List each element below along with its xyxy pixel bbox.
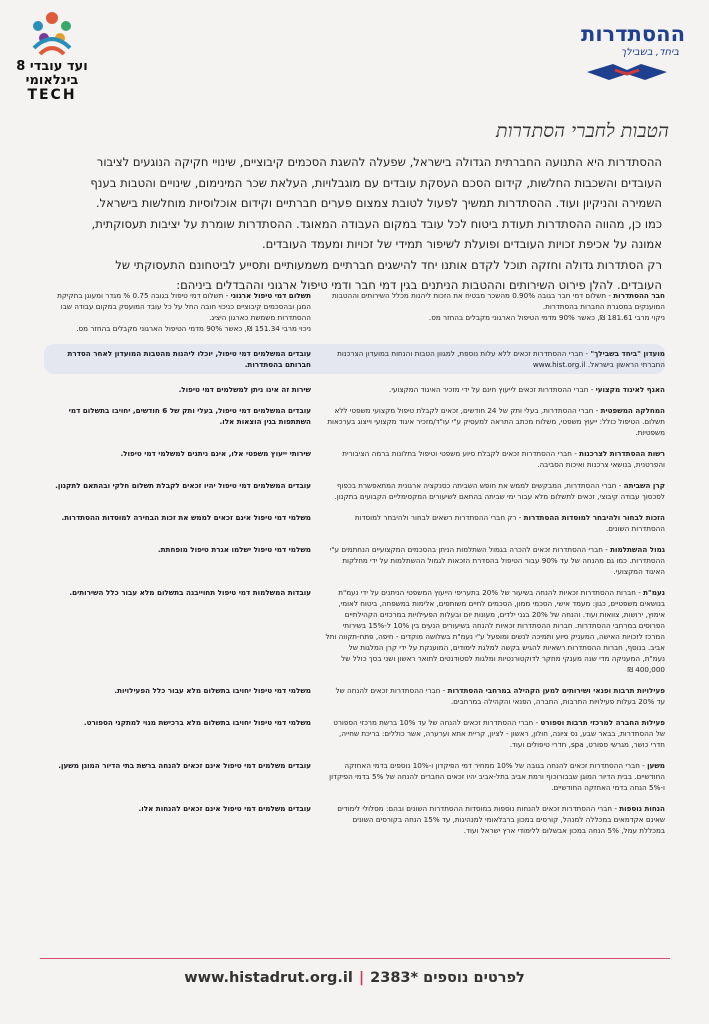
member-benefit-heading: מועדון "ביחד בשבילך" (590, 349, 665, 358)
intro-line: השמירה והניקיון ועוד. ההסתדרות תמשיך לפעול לטובת צמצום פערים חברתיים וקידום אוכלוסיות מוחלשות בישראל. (95, 196, 662, 210)
intro-line: העובדים. להלן פירוט השירותים וההטבות הניתנים בגין דמי חבר ודמי טיפול ארגוני וההבדלים ביניהם: (176, 278, 662, 292)
benefit-row (44, 405, 665, 438)
fee-payer-cell (44, 384, 325, 395)
intro-paragraph (44, 152, 662, 296)
people-figures-icon (14, 8, 90, 60)
fee-payer-heading: עובדים המשלמים דמי טיפול, יוכלו ליהנות מהטבות המועדון לאחר הסדרת חברותם בהסתדרות. (67, 349, 311, 369)
member-benefit-heading: נעמ"ת (643, 588, 665, 597)
benefit-row (44, 384, 665, 395)
member-benefit-heading: הזכות לבחור ולהיבחר למוסדות ההסתדרות (523, 513, 665, 522)
member-benefit-cell (325, 384, 665, 395)
member-benefit-text: - חברי ההסתדרות זכאים להנחה של עד 20% בעלות פעילויות התרבות, החברה, הפנאי והקהילה במרחבים. (335, 686, 665, 706)
intro-line: ההסתדרות היא התנועה החברתית הגדולה בישראל, שפעלה להשגת הסכמים קיבוציים, שינויי חקיקה הנוגעים לציבור (96, 155, 662, 169)
member-benefit-text: - חברי ההסתדרות זכאים להנחה בגובה של 10% ממחיר דמי הפיקדון ו-10% נוספים בדמי האחזקה החודשיים. בבית הדיור המוגן שבבורוכוף ורמת אביב בתל-אביב יהיו זכאים החברים להנחה של 5% בדמי הפיקדון ו-5% הנחה בדמי האחזקה החודשיים. (329, 761, 665, 792)
fee-payer-cell (44, 448, 325, 459)
fee-payer-cell (44, 803, 325, 814)
fee-payer-heading: משלמי דמי טיפול יחויבו בתשלום מלא עבור כלל הפעילויות. (114, 686, 311, 695)
member-benefit-text: - חברות ההסתדרות זכאיות להנחה בשיעור של 20% בתעריפי הייעוץ המשפטי הניתנים על ידי נעמ"ת בנושאים משפטיים, כגון: מעמד אישי, הסכמי ממון, הסכמים לחיים משותפים, אלימות במשפחה, ביטוח לאומי, אימוץ, ירושות, צוואות ועוד. והנחה של 20% בגני ילדים, מעונות יום ובעלות הפעילויות במרכזים הקהילתיים הפרוסים במרחבי ההסתדרות. חברות ההסתדרות זכאיות להנחה בשיעורים הנעים בין 10% ל-15% בשירותי המרכז לזכויות האישה, המעניק סיוע ותמיכה לנשים ומופעל ע"י נעמ"ת בשלושה מוקדים - חיפה, פתח-תקווה ותל אביב. בנוסף, חברות ההסתדרות רשאיות להגיש בקשה למלגת לימודים, המוענקת על ידי קרן המלגות של נעמ"ת, המעניקה מדי שנה מענקי מחקר לדוקטורנטיות ומלגות לסטודנטים לתואר ראשון ושני בסך כולל של 400,000 ₪ (325, 588, 665, 674)
member-benefit-text: - חברי ההסתדרות זכאים לייעוץ חינם על ידי מזכיר האיגוד המקצועי. (389, 385, 596, 394)
fee-payer-heading: משלמי דמי טיפול ישלמו אגרת טיפול מופחתת. (157, 545, 311, 554)
member-benefit-heading: קרן השביתה (623, 481, 665, 490)
fee-payer-heading: עובדים משלמים דמי טיפול אינם זכאים להנחה ברשת בתי הדיור המוגן משען. (58, 761, 311, 770)
member-benefit-cell (325, 480, 665, 502)
member-benefit-cell (325, 803, 665, 836)
member-benefit-heading: משען (647, 761, 665, 770)
member-benefit-text: - תשלום דמי חבר בגובה 0.90% מהשכר מבטיח את הזכות ליהנות מכלל השירותים וההטבות המוענקים במסגרת החברות בהסתדרות. (332, 291, 665, 311)
fee-payer-heading: שירותי ייעוץ משפטי אלו, אינם ניתנים למשלמי דמי טיפול. (120, 449, 311, 458)
member-benefit-cell (325, 290, 665, 323)
member-benefit-heading: רשות ההסתדרות לצרכנות (579, 449, 665, 458)
member-benefit-heading: חבר ההסתדרות (613, 291, 665, 300)
intro-line: רק הסתדרות גדולה וחזקה תוכל לקדם אותנו יחד להישגים חברתיים משמעותיים ותסייע לביטחונם התעסוקתי של (115, 257, 662, 272)
member-benefit-text: - חברי ההסתדרות, המבקשים לממש את חופש השביתה כסנקציה ארגונית המתאפשרת בכפוף לסכסוך עבודה קיבוצי, זכאים לתשלום מלא עבור ימי שביתה בהתאם לשיעורים המקסימליים הקבועים בתקנון. (334, 481, 665, 501)
member-benefit-text: - חברי ההסתדרות זכאים ללא עלות נוספת, למגוון הטבות והנחות במועדון הצרכנות החברתי הראשון בישראל. www.hist.org.il (337, 349, 665, 369)
benefit-row (44, 448, 665, 470)
fee-payer-heading: עובדים המשלמים דמי טיפול, בעלי ותק של 6 חודשים, יחויבו בתשלום דמי השתתפות בגין הוצאות אלו. (68, 406, 311, 426)
member-benefit-heading: פעילות החברה למרכזי תרבות וספורט (540, 718, 665, 727)
benefit-row (44, 344, 665, 374)
member-benefit-cell (325, 760, 665, 793)
member-benefit-cell (325, 405, 665, 438)
member-benefit-cell (325, 348, 665, 370)
page-title: הטבות לחברי הסתדרות (495, 120, 669, 142)
fee-payer-cell (44, 480, 325, 491)
member-benefit-heading: המחלקה המשפטית (600, 406, 665, 415)
fee-payer-cell (44, 348, 325, 370)
footer-label: לפרטים נוספים *2383 (370, 970, 525, 986)
fee-payer-text: - תשלום דמי טיפול בגובה 0.75 % מגדר ומעוגן בחקיקת המגן ובהסכמים קיבוציים כניכוי חובה החל על כל עובד המועסק במקום עבודה שבו ההסתדרות משמשת כארגון היציג. (57, 291, 311, 322)
benefit-row (44, 803, 665, 836)
member-benefit-note: ניקוי מרבי 181.61 ₪, כאשר 90% מדמי הטיפול הארגוני מקבלים בהחזר מס. (428, 313, 665, 322)
histadrut-logo (569, 22, 685, 80)
logo-slogan: ביחד, בשבילך (620, 47, 679, 58)
intro-line: אמונה על אכיפת זכויות העובדים ופועלת לשיפור תמידי של זכויות ומעמד העובדים. (261, 237, 662, 251)
handshake-icon (585, 60, 669, 86)
fee-payer-heading: תשלום דמי טיפול ארגוני (230, 291, 311, 300)
footer-url[interactable]: www.histadrut.org.il (184, 970, 353, 986)
intro-line: כמו כן, מהווה ההסתדרות תעודת ביטוח לכל עובד במקום העבודה המאוגד. ההסתדרות שומרת על יציבות תעסוקתית, (91, 216, 662, 231)
member-benefit-text: - חברי ההסתדרות זכאים לקבלת סיוע משפטי וטיפול בתלונות ברמה הציבורית והפרטנית, בנושאי צרכנות ואיכות הסביבה. (342, 449, 665, 469)
footer-separator: | (358, 970, 365, 986)
benefit-row (44, 717, 665, 750)
workers-committee-logo (14, 8, 90, 102)
fee-payer-heading: עובדים משלמים דמי טיפול אינם זכאים להנחות אלו. (138, 804, 311, 813)
member-benefit-cell (325, 717, 665, 750)
benefit-row (44, 512, 665, 534)
footer-divider (40, 958, 670, 959)
fee-payer-heading: משלמי דמי טיפול יחויבו בתשלום מלא ברכישת מנוי למתקני הספורט. (83, 718, 311, 727)
benefit-row (44, 587, 665, 675)
benefit-row (44, 685, 665, 707)
member-benefit-text: - חברי ההסתדרות זכאים להנחות נוספות במוסדות ההסתדרות השונים ובהם: מסלולי לימודים שאינם אקדמאים במכללה למנהל, קורסים במכון ברבלאומי למנהיגות, עד 15% הנחה בקורסים השונים במכללת עמל, 5% הנחה במכון אבשלום ללימודי ארץ ישראל ועוד. (337, 804, 665, 835)
benefit-row (44, 480, 665, 502)
fee-payer-heading: שירות זה אינו ניתן למשלמים דמי טיפול. (178, 385, 311, 394)
fee-payer-cell (44, 717, 325, 728)
fee-payer-cell (44, 587, 325, 598)
member-benefit-heading: גמול ההשתלמות (610, 545, 665, 554)
fee-payer-cell (44, 290, 325, 334)
member-benefit-heading: פעילויות תרבות ופנאי ושירותים למען הקהילה במרחבי ההסתדרות (447, 686, 665, 695)
fee-payer-cell (44, 685, 325, 696)
fee-payer-heading: עובדות המשלמות דמי טיפול תחוייבנה בתשלום מלא עבור כלל השירותים. (69, 588, 311, 597)
logo-line-1: ועד עובדי 8 בינלאומי (16, 59, 88, 88)
member-benefit-heading: האגף לאיגוד מקצועי (595, 385, 665, 394)
logo-line-2: TECH (27, 87, 77, 103)
fee-payer-heading: עובדים המשלמים דמי טיפול יהיו זכאים לקבלת תשלום חלקי ובהתאם לתקנון. (55, 481, 311, 490)
fee-payer-heading: משלמי דמי טיפול אינם זכאים לממש את זכות הבחירה למוסדות ההסתדרות. (61, 513, 311, 522)
member-benefit-text: - חברי ההסתדרות זכאים להכרה בגמול השתלמות הניתן בהסכמים המקצועיים הנחתמים ע"י ההסתדרות. כמו גם מהנחה של עד 90% עבור הטיפול בהסדרת הזכאות לגמול ההשתלמות על ידי מחלקות האיגוד המקצועי. (329, 545, 665, 576)
member-benefit-text: - רק חברי ההסתדרות רשאים לבחור ולהיבחר למוסדות ההסתדרות השונים. (354, 513, 665, 533)
benefit-row (44, 290, 665, 334)
member-benefit-cell (325, 448, 665, 470)
benefit-row (44, 544, 665, 577)
member-benefit-text: - חברי ההסתדרות זכאים להנחה של עד 10% ברשת מרכזי הספורט של ההסתדרות, בבאר שבע, נס ציונה, חולון, ראשון - לציון, קריית אתא וערערה, אשר כוללים: בריכת שחייה, חדרי כושר, מגרשי ספורט, spa, חדרי טיפולים ועוד. (333, 718, 665, 749)
intro-line: העובדים והשכבות החלשות, קידום הסכם העסקת עובדים עם מוגבלויות, העלאת שכר המינימום, שינויים והטבות בענף (90, 175, 662, 190)
logo-name: ההסתדרות (580, 22, 685, 46)
member-benefit-heading: הנחות נוספות (619, 804, 665, 813)
fee-payer-note: ניכוי מרבי 151.34 ₪, כאשר 90% מדמי הטיפול הארגוני מקבלים בהחזר מס. (76, 324, 311, 333)
footer (0, 970, 709, 986)
benefits-table (44, 290, 665, 846)
member-benefit-cell (325, 544, 665, 577)
member-benefit-cell (325, 685, 665, 707)
fee-payer-cell (44, 544, 325, 555)
fee-payer-cell (44, 512, 325, 523)
member-benefit-cell (325, 587, 665, 675)
fee-payer-cell (44, 405, 325, 427)
benefit-row (44, 760, 665, 793)
member-benefit-cell (325, 512, 665, 534)
fee-payer-cell (44, 760, 325, 771)
member-benefit-text: - חברי ההסתדרות, בעלי ותק של 24 חודשים, זכאים לקבלת טיפול מקצועי משפטי ללא תשלום. הטיפול כולל: ייעוץ משפטי, משלוח מכתב התראה למעסיק ע"י עו"ד/מזכיר איגוד מקצועי וייצוג בערכאות משפטיות. (327, 406, 665, 437)
